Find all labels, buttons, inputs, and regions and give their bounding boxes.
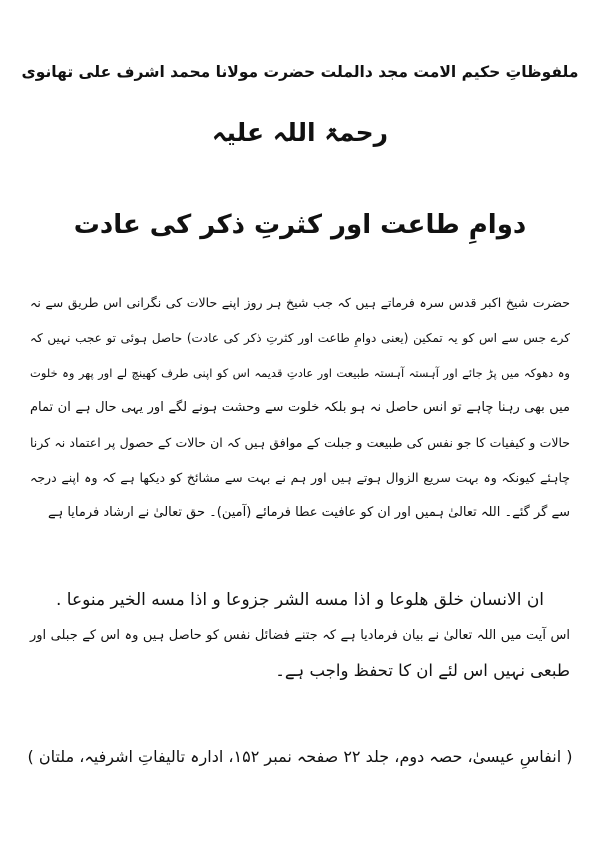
paragraph-line: چاہئے کیونکہ وہ بہت سریع الزوال ہوتے ہیں اور ہم نے بہت سے مشائخ کو دیکھا ہے کہ وہ اپنے درجہ: [30, 470, 570, 485]
paragraph-line: حالات و کیفیات کا جو نفس کی طبیعت و جبلت کے موافق ہیں کہ ان حالات کے حصول پر اعتماد نہ کرنا: [30, 435, 570, 450]
paragraph-line: حضرت شیخ اکبر قدس سرہ فرماتے ہیں کہ جب شیخ ہر روز اپنے حالات کی نگرانی اس طریق سے نہ: [30, 295, 570, 310]
source-reference: ( انفاسِ عیسیٰ، حصہ دوم، جلد ۲۲ صفحہ نمبر ۱۵۲، ادارہ تالیفاتِ اشرفیہ، ملتان ): [27, 747, 573, 766]
paragraph-line: میں بھی رہنا چاہے تو انس حاصل نہ ہو بلکہ خلوت سے وحشت ہونے لگے اور یہی حال ہے ان تمام: [30, 400, 570, 415]
paragraph-line: کرے جس سے اس کو یہ تمکین (یعنی دوامِ طاعت اور کثرتِ ذکر کی عادت) حاصل ہوئی تو عجب نہیں کہ: [30, 331, 570, 345]
page-title: ملفوظاتِ حکیم الامت مجد دالملت حضرت مولانا محمد اشرف علی تھانوی: [21, 63, 579, 81]
quranic-verse: ان الانسان خلق هلوعا و اذا مسه الشر جزوعا و اذا مسه الخير منوعا .: [55, 590, 545, 610]
paragraph-line: طبعی نہیں اس لئے ان کا تحفظ واجب ہے۔: [275, 661, 570, 680]
paragraph-line: اس آیت میں اللہ تعالیٰ نے بیان فرمادیا ہے کہ جتنے فضائل نفس کو حاصل ہیں وہ اس کے جبلی اور: [30, 628, 570, 643]
paragraph-line: وہ دھوکہ میں پڑ جائے اور آہستہ آہستہ طبیعت اور عادتِ قدیمہ اس کو اپنی طرف کھینچ لے اور پھر وہ خلوت: [30, 366, 570, 380]
section-heading: دوامِ طاعت اور کثرتِ ذکر کی عادت: [73, 210, 527, 240]
paragraph-line: سے گر گئے۔ اللہ تعالیٰ ہمیں اور ان کو عافیت عطا فرمائے (آمین)۔ حق تعالیٰ نے ارشاد فرمایا ہے: [47, 505, 570, 520]
page-title-honorific: رحمۃ اللہ علیہ: [211, 118, 389, 147]
